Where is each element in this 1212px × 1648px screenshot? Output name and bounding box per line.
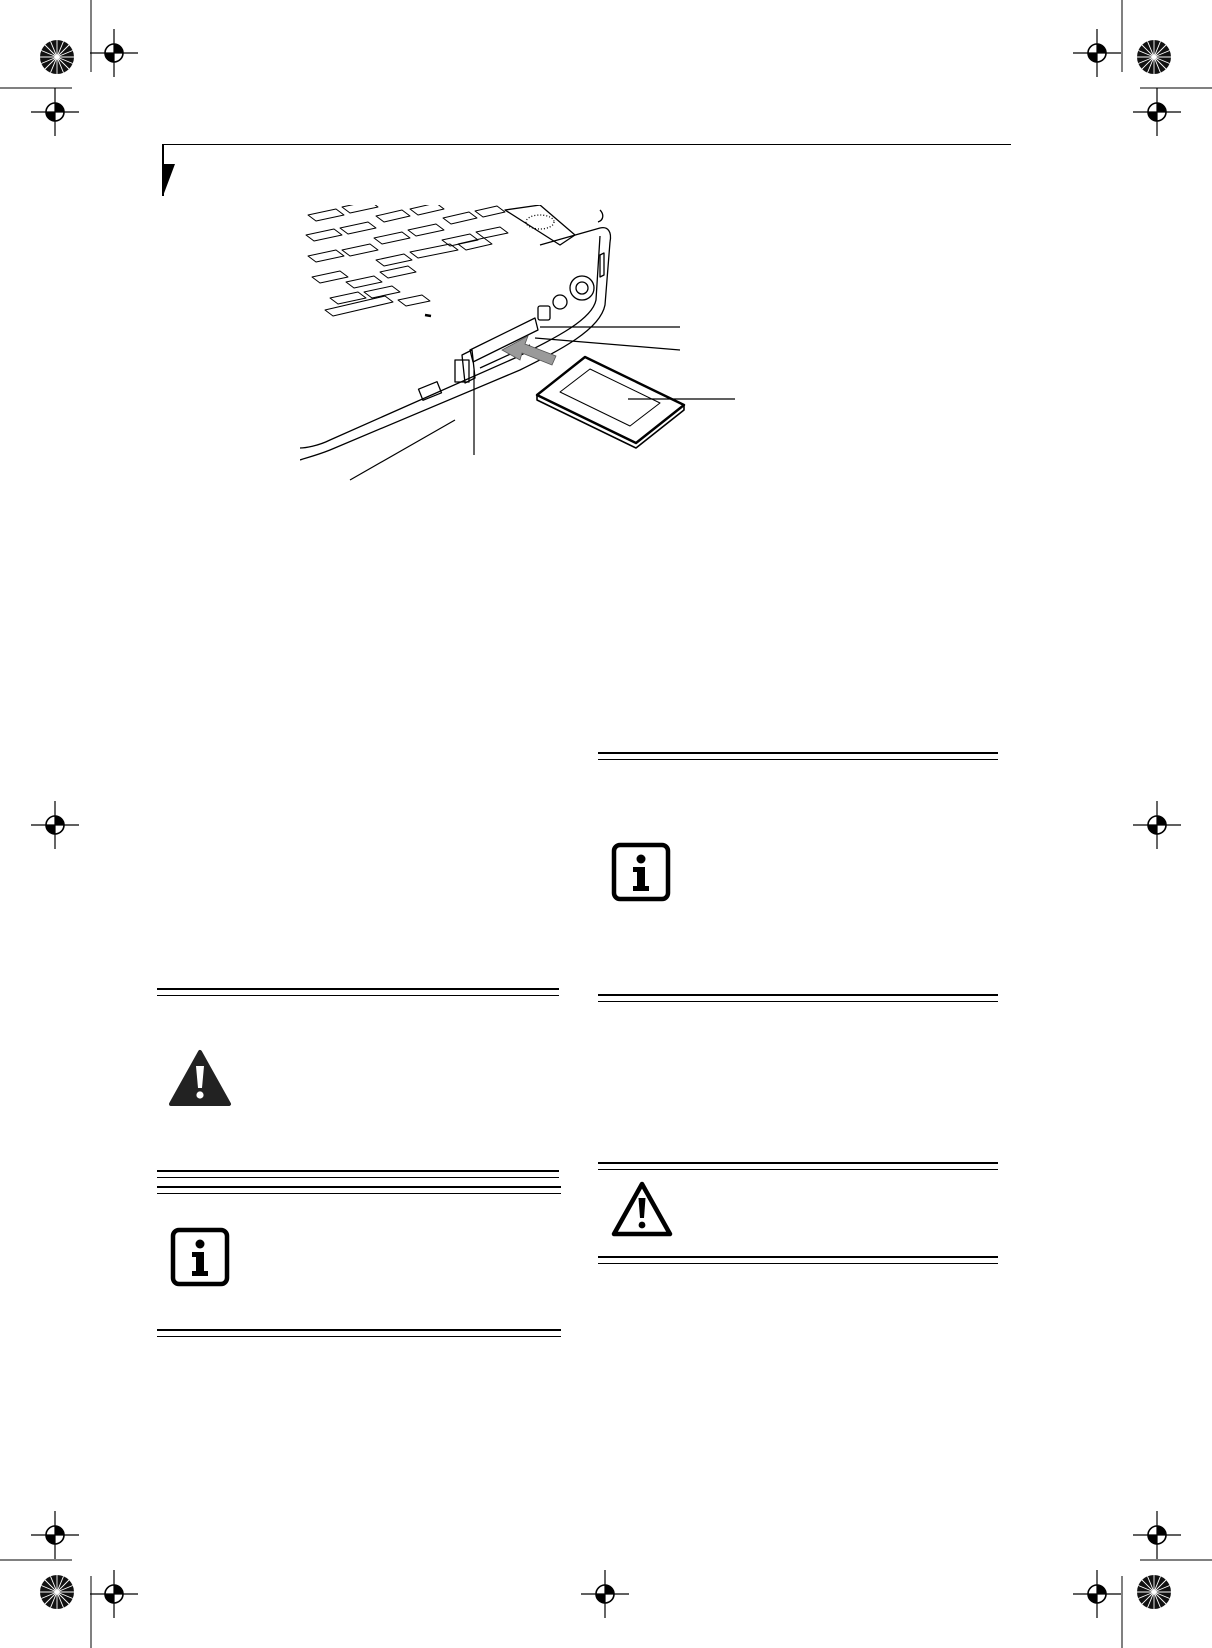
registration-mark-icon — [31, 88, 79, 136]
registration-mark-icon — [1133, 88, 1181, 136]
registration-mark-icon — [581, 1570, 629, 1618]
caution-triangle-icon — [610, 1180, 674, 1238]
info-icon — [611, 842, 671, 902]
info-icon — [170, 1227, 230, 1287]
registration-mark-icon — [90, 1570, 138, 1618]
registration-mark-icon — [1073, 29, 1121, 77]
registration-mark-icon — [1133, 801, 1181, 849]
notice-rule-bottom — [598, 994, 998, 1002]
registration-mark-icon — [31, 1511, 79, 1559]
notice-rule-bottom — [157, 1329, 561, 1337]
star-target-icon — [1137, 40, 1171, 74]
star-target-icon — [40, 1575, 74, 1609]
registration-mark-icon — [31, 801, 79, 849]
notice-rule-top — [157, 988, 559, 996]
notice-rule-bottom — [157, 1170, 559, 1178]
notice-rule-top — [598, 752, 998, 760]
registration-mark-icon — [1133, 1511, 1181, 1559]
star-target-icon — [40, 40, 74, 74]
warning-triangle-icon — [168, 1049, 232, 1107]
notice-rule-top — [598, 1162, 998, 1170]
notice-rule-top — [157, 1186, 561, 1194]
keyboard — [306, 205, 508, 316]
pc-card-figure — [300, 205, 750, 490]
header-tab-marker — [161, 144, 175, 196]
pc-card — [537, 357, 684, 448]
registration-mark-icon — [1073, 1570, 1121, 1618]
notice-rule-bottom — [598, 1256, 998, 1264]
registration-mark-icon — [90, 29, 138, 77]
header-rule — [163, 144, 1011, 145]
star-target-icon — [1137, 1575, 1171, 1609]
